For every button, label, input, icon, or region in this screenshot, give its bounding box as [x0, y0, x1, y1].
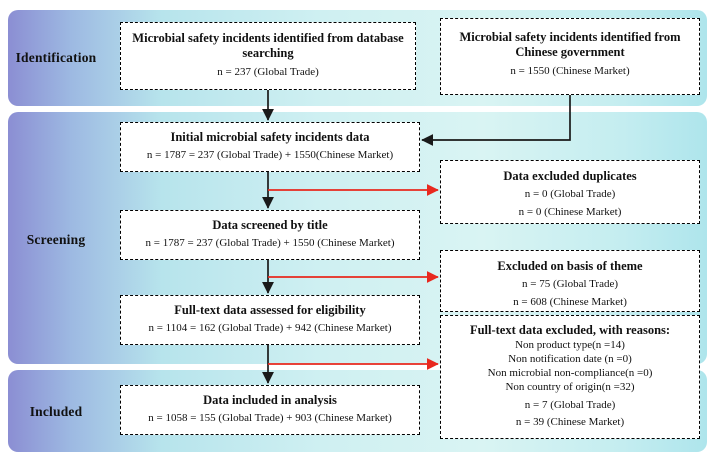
box-fulltext-excluded [440, 315, 700, 439]
fulltext-excluded-reason-4: Non country of origin(n =32) [505, 381, 635, 394]
fulltext-excluded-reason-1: Non product type(n =14) [515, 339, 625, 352]
stage-label-identification: Identification [15, 50, 97, 65]
box-chinese-government-count: n = 1550 (Chinese Market) [510, 64, 630, 77]
box-excluded-theme [440, 250, 700, 312]
box-initial-data-count: n = 1787 = 237 (Global Trade) + 1550(Chinese Market) [146, 149, 394, 162]
box-initial-data [120, 122, 420, 172]
fulltext-excluded-reason-2: Non notification date (n =0) [508, 353, 632, 366]
box-included-analysis-count: n = 1058 = 155 (Global Trade) + 903 (Chinese Market) [148, 412, 392, 425]
box-chinese-government-title: Microbial safety incidents identified from Chinese government [459, 30, 681, 60]
box-fulltext-assessed-count: n = 1104 = 162 (Global Trade) + 942 (Chinese Market) [148, 322, 392, 335]
box-excluded-theme-count-1: n = 75 (Global Trade) [521, 278, 619, 291]
box-included-analysis-title: Data included in analysis [203, 393, 337, 407]
box-fulltext-excluded-title: Full-text data excluded, with reasons: [469, 323, 671, 337]
box-fulltext-assessed [120, 295, 420, 345]
box-database-search-count: n = 237 (Global Trade) [217, 65, 319, 78]
box-screened-by-title [120, 210, 420, 260]
box-fulltext-excluded-count-1: n = 7 (Global Trade) [524, 398, 616, 411]
box-initial-data-title: Initial microbial safety incidents data [170, 130, 370, 144]
stage-label-screening: Screening [26, 232, 86, 247]
box-excluded-duplicates-title: Data excluded duplicates [503, 169, 637, 183]
box-screened-by-title-count: n = 1787 = 237 (Global Trade) + 1550 (Chinese Market) [145, 237, 395, 250]
box-excluded-duplicates-count-2: n = 0 (Chinese Market) [518, 205, 622, 218]
box-excluded-duplicates-count-1: n = 0 (Global Trade) [524, 188, 616, 201]
box-fulltext-assessed-title: Full-text data assessed for eligibility [174, 303, 366, 317]
box-included-analysis [120, 385, 420, 435]
box-screened-by-title-title: Data screened by title [212, 218, 328, 232]
fulltext-excluded-reason-3: Non microbial non-compliance(n =0) [487, 367, 653, 380]
box-excluded-theme-count-2: n = 608 (Chinese Market) [513, 295, 627, 308]
box-excluded-theme-title: Excluded on basis of theme [497, 259, 643, 273]
box-excluded-duplicates [440, 160, 700, 224]
box-database-search-title: Microbial safety incidents identified from database searching [132, 31, 404, 61]
box-fulltext-excluded-count-2: n = 39 (Chinese Market) [515, 415, 625, 428]
box-database-search [120, 22, 416, 90]
stage-label-included: Included [29, 404, 83, 419]
box-chinese-government [440, 18, 700, 95]
